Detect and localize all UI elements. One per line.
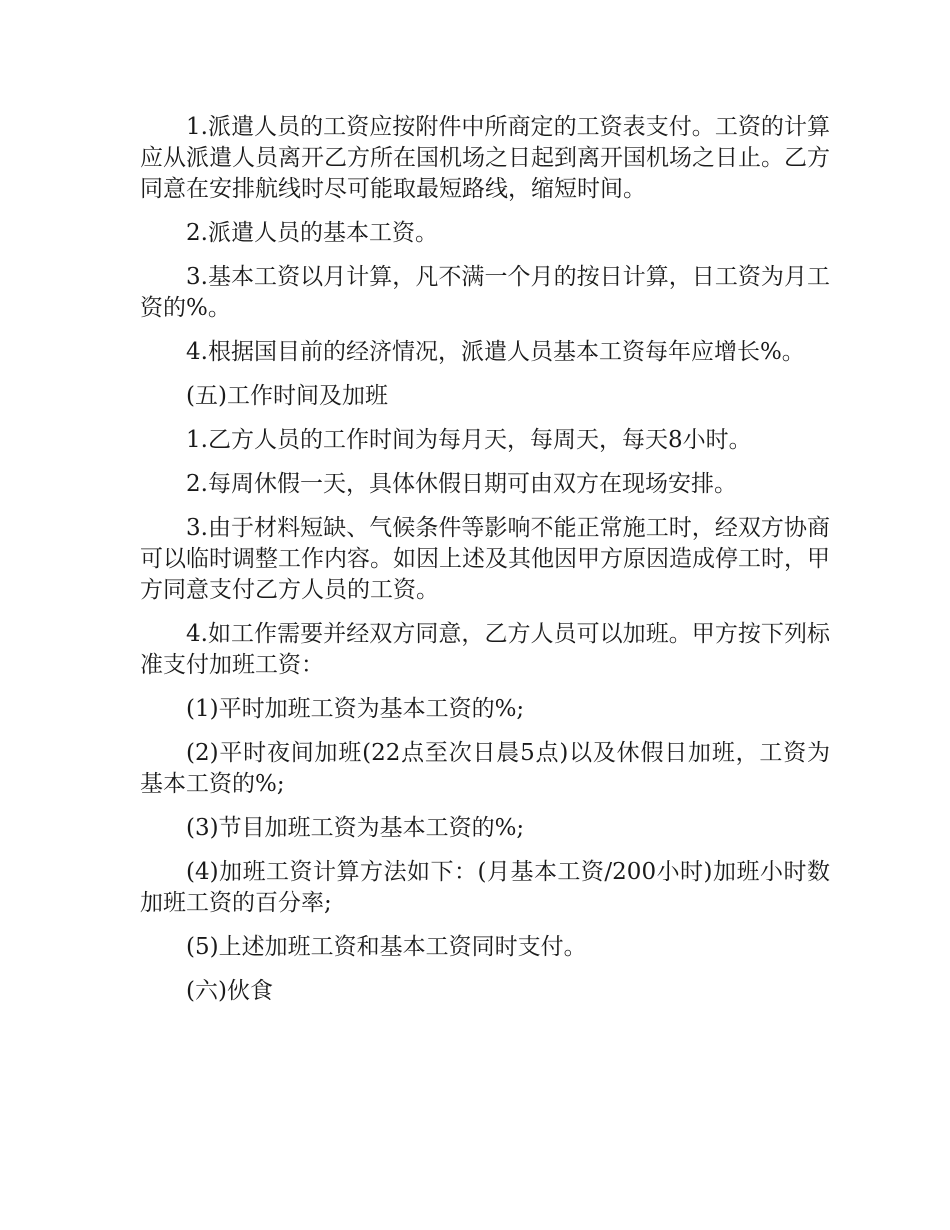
paragraph-14: (5)上述加班工资和基本工资同时支付。 (186, 934, 587, 960)
paragraph-10: (1)平时加班工资为基本工资的%; (186, 696, 525, 722)
section-heading-5: (五)工作时间及加班 (186, 383, 388, 409)
paragraph-4: 4.根据国目前的经济情况，派遣人员基本工资每年应增长%。 (186, 339, 805, 365)
paragraph-13: (4)加班工资计算方法如下：(月基本工资/200小时)加班小时数加班工资的百分率; (140, 859, 830, 916)
paragraph-6: 1.乙方人员的工作时间为每月天，每周天，每天8小时。 (186, 427, 752, 453)
paragraph-7: 2.每周休假一天，具体休假日期可由双方在现场安排。 (186, 471, 737, 497)
paragraph-2: 2.派遣人员的基本工资。 (186, 220, 438, 246)
paragraph-11: (2)平时夜间加班(22点至次日晨5点)以及休假日加班，工资为基本工资的%; (140, 740, 830, 797)
paragraph-9: 4.如工作需要并经双方同意，乙方人员可以加班。甲方按下列标准支付加班工资： (140, 621, 830, 678)
document-body (140, 112, 830, 1020)
section-heading-6: (六)伙食 (186, 978, 273, 1004)
paragraph-8: 3.由于材料短缺、气候条件等影响不能正常施工时，经双方协商可以临时调整工作内容。如因上述及其他因甲方原因造成停工时，甲方同意支付乙方人员的工资。 (140, 515, 830, 603)
paragraph-3: 3.基本工资以月计算，凡不满一个月的按日计算，日工资为月工资的%。 (140, 264, 830, 321)
paragraph-12: (3)节目加班工资为基本工资的%; (186, 815, 525, 841)
paragraph-1: 1.派遣人员的工资应按附件中所商定的工资表支付。工资的计算应从派遣人员离开乙方所在国机场之日起到离开国机场之日止。乙方同意在安排航线时尽可能取最短路线，缩短时间。 (140, 114, 830, 202)
